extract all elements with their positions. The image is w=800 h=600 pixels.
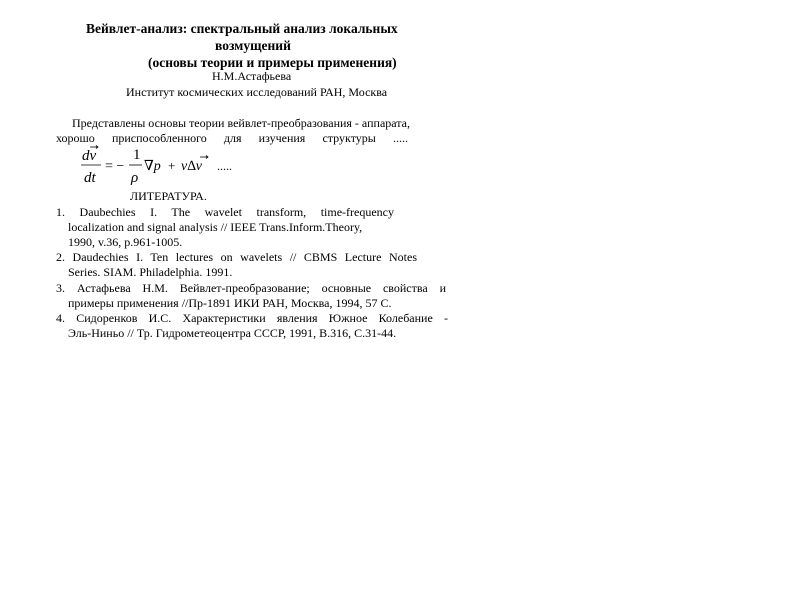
institution-name: Институт космических исследований РАН, Москва <box>126 85 388 99</box>
formula-rhs-numerator: 1 <box>133 147 141 163</box>
reference-1-line-1: 1. Daubechies I. The wavelet transform, time-frequency <box>56 205 394 219</box>
formula-lhs-denominator: dt <box>84 170 96 186</box>
title-line-2: возмущений <box>215 38 291 53</box>
reference-1-line-2: localization and signal analysis // IEEE Trans.Inform.Theory, <box>68 220 363 234</box>
title-line-3: (основы теории и примеры применения) <box>148 55 397 70</box>
formula-equals-minus: = − <box>105 159 125 174</box>
reference-2-line-1: 2. Daudechies I. Ten lectures on wavelets // CBMS Lecture Notes <box>56 250 417 264</box>
abstract-line-2: хорошо приспособленного для изучения структуры ..... <box>56 131 408 145</box>
formula-plus: + <box>168 158 176 173</box>
formula-nu-laplacian-v: ν∆v <box>181 159 202 174</box>
reference-4-line-1: 4. Сидоренков И.С. Характеристики явления Южное Колебание - <box>56 311 448 325</box>
author-name: Н.М.Астафьева <box>212 69 292 83</box>
formula-rhs-denominator: ρ <box>131 170 139 186</box>
reference-3-line-1: 3. Астафьева Н.М. Вейвлет-преобразование; основные свойства и <box>56 281 446 295</box>
reference-1-line-3: 1990, v.36, p.961-1005. <box>68 235 183 249</box>
formula-grad-p: ∇p <box>144 159 161 174</box>
formula-trailing-dots: ..... <box>217 159 232 173</box>
abstract-line-1: Представлены основы теории вейвлет-преобразования - аппарата, <box>72 116 410 130</box>
navier-stokes-formula <box>78 144 248 190</box>
formula-graphic <box>78 144 248 190</box>
reference-2-line-2: Series. SIAM. Philadelphia. 1991. <box>68 265 233 279</box>
title-line-1: Вейвлет-анализ: спектральный анализ локальных <box>86 21 398 36</box>
reference-3-line-2: примеры применения //Пр-1891 ИКИ РАН, Москва, 1994, 57 С. <box>68 296 392 310</box>
references-heading: ЛИТЕРАТУРА. <box>130 189 207 203</box>
reference-4-line-2: Эль-Ниньо // Тр. Гидрометеоцентра СССР, 1991, В.316, С.31-44. <box>68 326 397 340</box>
formula-lhs-numerator: dv <box>82 148 97 164</box>
